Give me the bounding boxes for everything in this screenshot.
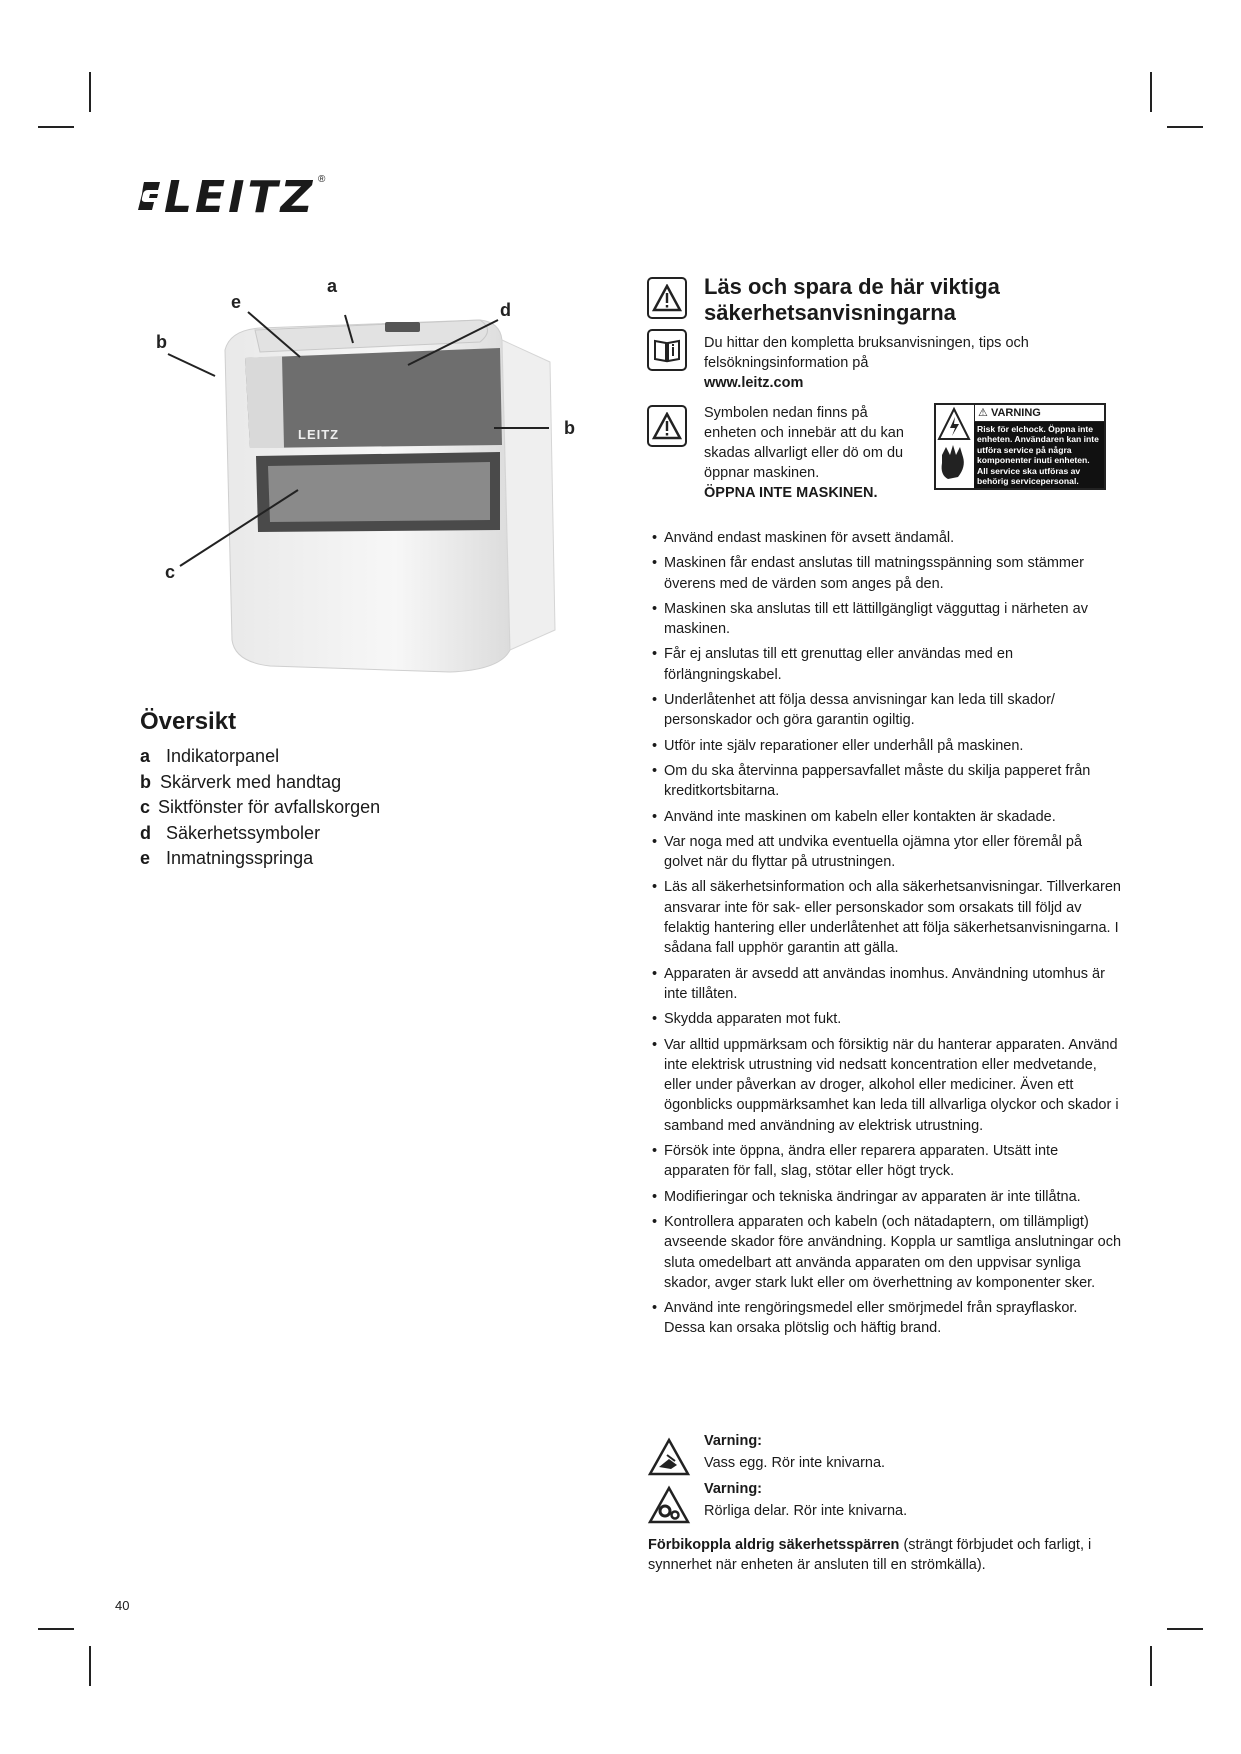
list-item: • Utför inte själv reparationer eller underhåll på maskinen. <box>652 736 1122 756</box>
symbol-text <box>704 403 924 503</box>
callout-d: d <box>500 300 511 320</box>
website-link[interactable]: www.leitz.com <box>704 375 804 391</box>
callout-a: a <box>327 276 338 296</box>
crop-mark <box>1167 1628 1203 1630</box>
list-item: • Skydda apparaten mot fukt. <box>652 1009 1122 1029</box>
list-item: • Använd inte maskinen om kabeln eller kontakten är skadade. <box>652 807 1122 827</box>
list-item: • Apparaten är avsedd att användas inomhus. Användning utomhus är inte tillåten. <box>652 964 1122 1005</box>
warning-text: Rörliga delar. Rör inte knivarna. <box>704 1503 908 1519</box>
crop-mark <box>89 1646 91 1686</box>
list-item: • Var alltid uppmärksam och försiktig när du hanterar apparaten. Använd inte elektrisk utrustning vid nedsatt koncentration eller medvetande, eller under påverkan av droger, alkohol eller mediciner. Även ett ögonblicks ouppmärksamhet kan leda till allvarliga olyckor och skador i samband med användning av elektrisk utrustning. <box>652 1035 1122 1136</box>
list-item: • Var noga med att undvika eventuella ojämna ytor eller föremål på golvet när du flyttar på utrustningen. <box>652 832 1122 873</box>
part-label: Siktfönster för avfallskorgen <box>158 797 381 817</box>
warning-label <box>934 403 1106 490</box>
part-label: Inmatningsspringa <box>166 848 314 868</box>
page-number: 40 <box>115 1598 130 1613</box>
label-header <box>974 405 1104 422</box>
safety-heading: Läs och spara de här viktiga säkerhetsanvisningarna <box>704 274 1000 325</box>
list-item: • Maskinen ska anslutas till ett lättillgängligt vägguttag i närheten av maskinen. <box>652 599 1122 640</box>
part-key: e <box>140 848 151 868</box>
part-key: d <box>140 822 151 843</box>
shock-hand-icon <box>936 405 972 487</box>
logo-text: LEITZ <box>164 172 316 223</box>
callout-b-right: b <box>564 418 575 438</box>
list-item: • Kontrollera apparaten och kabeln (och nätadaptern, om tillämpligt) avseende skador före användning. Koppla ur samtliga anslutningar och sluta omedelbart att använda apparaten om den uppvisar synliga skador, avger stark lukt eller om överhettning av komponenter sker. <box>652 1212 1122 1293</box>
final-note <box>648 1535 1118 1576</box>
list-item: • Modifieringar och tekniska ändringar av apparaten är inte tillåtna. <box>652 1187 1122 1207</box>
part-label: Skärverk med handtag <box>160 771 342 792</box>
list-item: • Använd endast maskinen för avsett ändamål. <box>652 528 1122 548</box>
warning-triangle-icon <box>647 277 687 319</box>
label-icons <box>936 405 975 488</box>
warning-title: Varning: <box>704 1481 763 1497</box>
list-item: • Använd inte rengöringsmedel eller smörjmedel från sprayflaskor. Dessa kan orsaka plötslig och häftig brand. <box>652 1298 1122 1339</box>
device-brand-text: LEITZ <box>298 427 340 442</box>
list-item <box>140 770 380 796</box>
warning-text: Vass egg. Rör inte knivarna. <box>704 1455 886 1471</box>
parts-list <box>140 744 380 872</box>
list-item: • Underlåtenhet att följa dessa anvisningar kan leda till skador/ personskador och göra garantin ogiltig. <box>652 690 1122 731</box>
callout-b: b <box>156 332 167 352</box>
blade-warning-icon <box>647 1437 691 1477</box>
warning-title: Varning: <box>704 1433 763 1449</box>
part-label: Indikatorpanel <box>166 746 280 766</box>
final-note-strong: Förbikoppla aldrig säkerhetsspärren <box>648 1537 900 1553</box>
gears-warning-icon <box>647 1485 691 1525</box>
info-text <box>704 333 1034 393</box>
part-key: c <box>140 797 151 817</box>
list-item <box>140 795 380 821</box>
list-item <box>140 846 380 872</box>
overview-title: Översikt <box>140 708 237 735</box>
list-item <box>140 821 380 847</box>
part-key: a <box>140 746 151 766</box>
symbol-strong: ÖPPNA INTE MASKINEN. <box>704 485 878 501</box>
crop-mark <box>1150 1646 1152 1686</box>
label-body: Risk för elchock. Öppna inte enheten. Användaren kan inte utföra service på några komponenter inuti enheten. All service ska utföras av behörig servicepersonal. <box>974 422 1104 488</box>
part-label: Säkerhetssymboler <box>166 822 321 843</box>
safety-bullet-list <box>652 528 1122 1344</box>
list-item: • Läs all säkerhetsinformation och alla säkerhetsanvisningar. Tillverkaren ansvarar inte för sak- eller personskador som orsakats till följd av felaktig hantering eller underlåtenhet att följa säkerhetsanvisningarna. I sådana fall upphör garantin att gälla. <box>652 877 1122 958</box>
part-key: b <box>140 771 151 792</box>
list-item: • Maskinen får endast anslutas till matningsspänning som stämmer överens med de värden som anges på den. <box>652 553 1122 594</box>
list-item <box>140 744 380 770</box>
info-body: Du hittar den kompletta bruksanvisningen, tips och felsökningsinformation på <box>704 335 1029 371</box>
list-item: • Försök inte öppna, ändra eller reparera apparaten. Utsätt inte apparaten för fall, slag, stötar eller högt tryck. <box>652 1141 1122 1182</box>
manual-book-icon <box>647 329 687 371</box>
symbol-body: Symbolen nedan finns på enheten och innebär att du kan skadas allvarligt eller dö om du öppnar maskinen. <box>704 405 904 481</box>
callout-c: c <box>165 562 176 582</box>
list-item: • Om du ska återvinna pappersavfallet måste du skilja papperet från kreditkortsbitarna. <box>652 761 1122 802</box>
label-header-text: VARNING <box>990 407 1041 419</box>
warning-triangle-icon <box>647 405 687 447</box>
list-item: • Får ej anslutas till ett grenuttag eller användas med en förlängningskabel. <box>652 644 1122 685</box>
final-note-text: (strängt förbjudet och farligt, i synnerhet när enheten är ansluten till en strömkälla). <box>648 1537 1092 1574</box>
registered-mark: ® <box>318 174 326 185</box>
small-warning-icon: ⚠ <box>978 407 988 419</box>
crop-mark <box>38 1628 74 1630</box>
callout-e: e <box>231 292 242 312</box>
